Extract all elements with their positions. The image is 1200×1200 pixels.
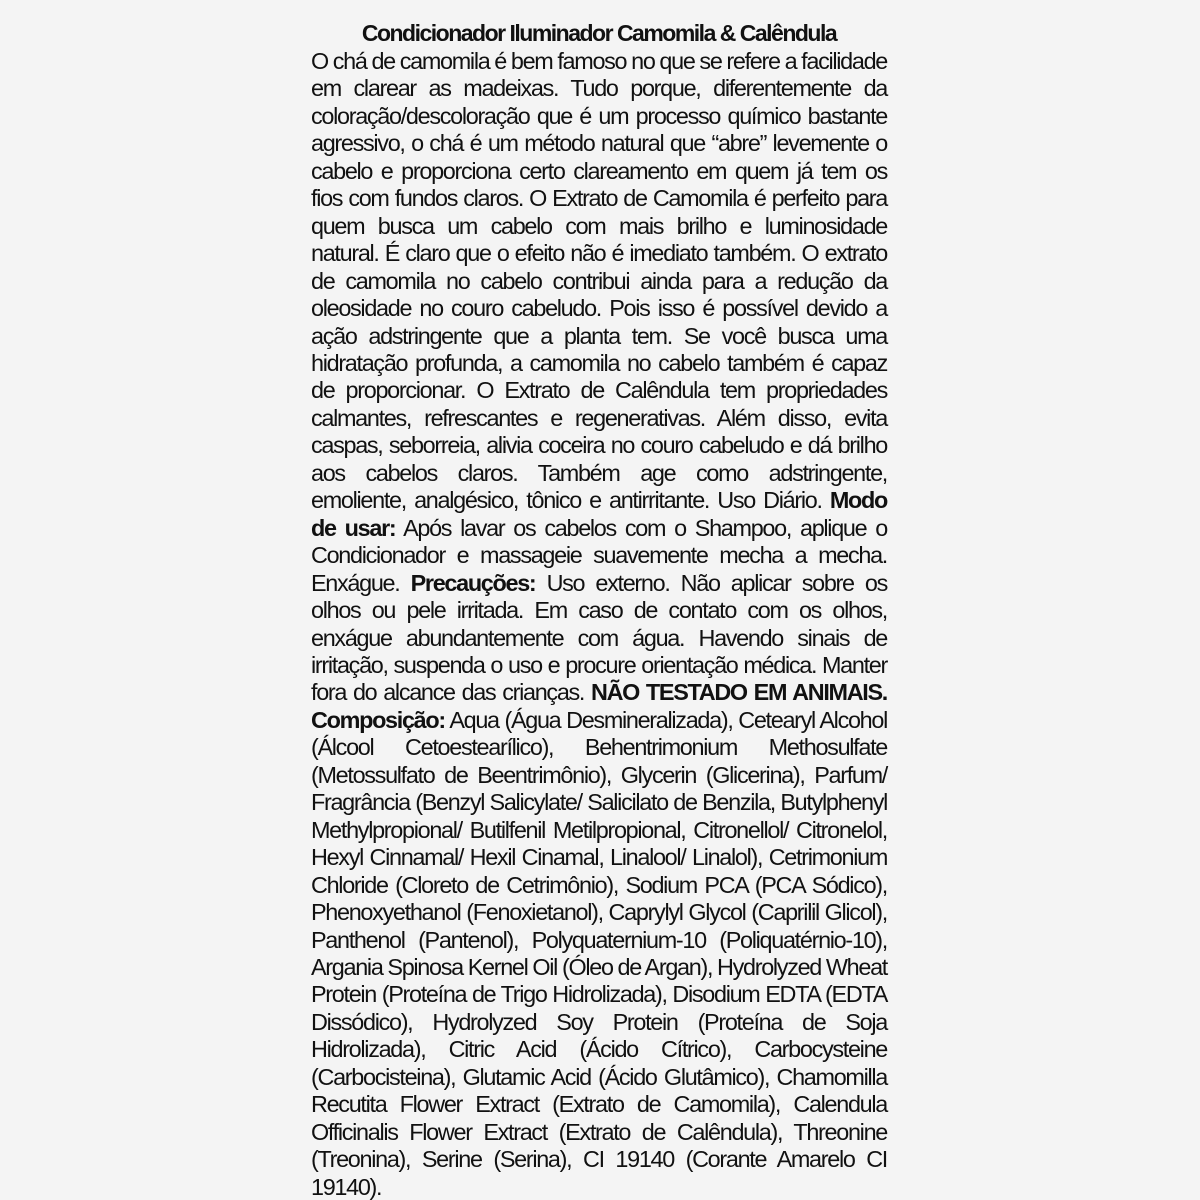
usage-text: Após lavar os cabelos com o Shampoo, aplique o Condicionador e massageie suavemente mecha a mecha. Enxágue. [311,514,888,596]
precautions-text: Uso externo. Não aplicar sobre os olhos ou pele irritada. Em caso de contato com os olhos, enxágue abundantemente com água. Havendo sinais de irritação, suspenda o uso e procure orientação médica. Manter fora do alcance das crianças. [311,569,887,706]
usage-heading: Modo de usar: [311,487,887,541]
product-title: Condicionador Iluminador Camomila & Calêndula [361,20,837,46]
product-description-block [311,48,887,1200]
product-label [311,18,887,1200]
not-tested-notice: NÃO TESTADO EM ANIMAIS. [590,679,887,706]
precautions-heading: Precauções: [410,569,536,596]
composition-text: Aqua (Água Desmineralizada), Cetearyl Alcohol (Álcool Cetoestearílico), Behentrimonium Methosulfate (Metossulfato de Beentrimônio), Glycerin (Glicerina), Parfum/ Fragrância (Benzyl Salicylate/ Salicilato de Benzila, Butylphenyl Methylpropional/ Butilfenil Metilpropional, Citronellol/ Citronelol, Hexyl Cinnamal/ Hexil Cinamal, Linalool/ Linalol), Cetrimonium Chloride (Cloreto de Cetrimônio), Sodium PCA (PCA Sódico), Phenoxyethanol (Fenoxietanol), Caprylyl Glycol (Caprilil Glicol), Panthenol (Pantenol), Polyquaternium-10 (Poliquatérnio-10), Argania Spinosa Kernel Oil (Óleo de Argan), Hydrolyzed Wheat Protein (Proteína de Trigo Hidrolizada), Disodium EDTA (EDTA Dissódico), Hydrolyzed Soy Protein (Proteína de Soja Hidrolizada), Citric Acid (Ácido Cítrico), Carbocysteine (Carbocisteina), Glutamic Acid (Ácido Glutâmico), Chamomilla Recutita Flower Extract (Extrato de Camomila), Calendula Officinalis Flower Extract (Extrato de Calêndula), Threonine (Treonina), Serine (Serina), CI 19140 (Corante Amarelo CI 19140). [311,706,887,1200]
composition-heading: Composição: [311,706,445,733]
product-description: O chá de camomila é bem famoso no que se refere a facilidade em clarear as madeixas. Tudo porque, diferentemente da coloração/descoloração que é um processo químico bastante agressivo, o chá é um método natural que “abre” levemente o cabelo e proporciona certo clareamento em quem já tem os fios com fundos claros. O Extrato de Camomila é perfeito para quem busca um cabelo com mais brilho e luminosidade natural. É claro que o efeito não é imediato também. O extrato de camomila no cabelo contribui ainda para a redução da oleosidade no couro cabeludo. Pois isso é possível devido a ação adstringente que a planta tem. Se você busca uma hidratação profunda, a camomila no cabelo também é capaz de proporcionar. O Extrato de Calêndula tem propriedades calmantes, refrescantes e regenerativas. Além disso, evita caspas, seborreia, alivia coceira no couro cabeludo e dá brilho aos cabelos claros. Também age como adstringente, emoliente, analgésico, tônico e antirritante. Uso Diário. [311,48,887,514]
